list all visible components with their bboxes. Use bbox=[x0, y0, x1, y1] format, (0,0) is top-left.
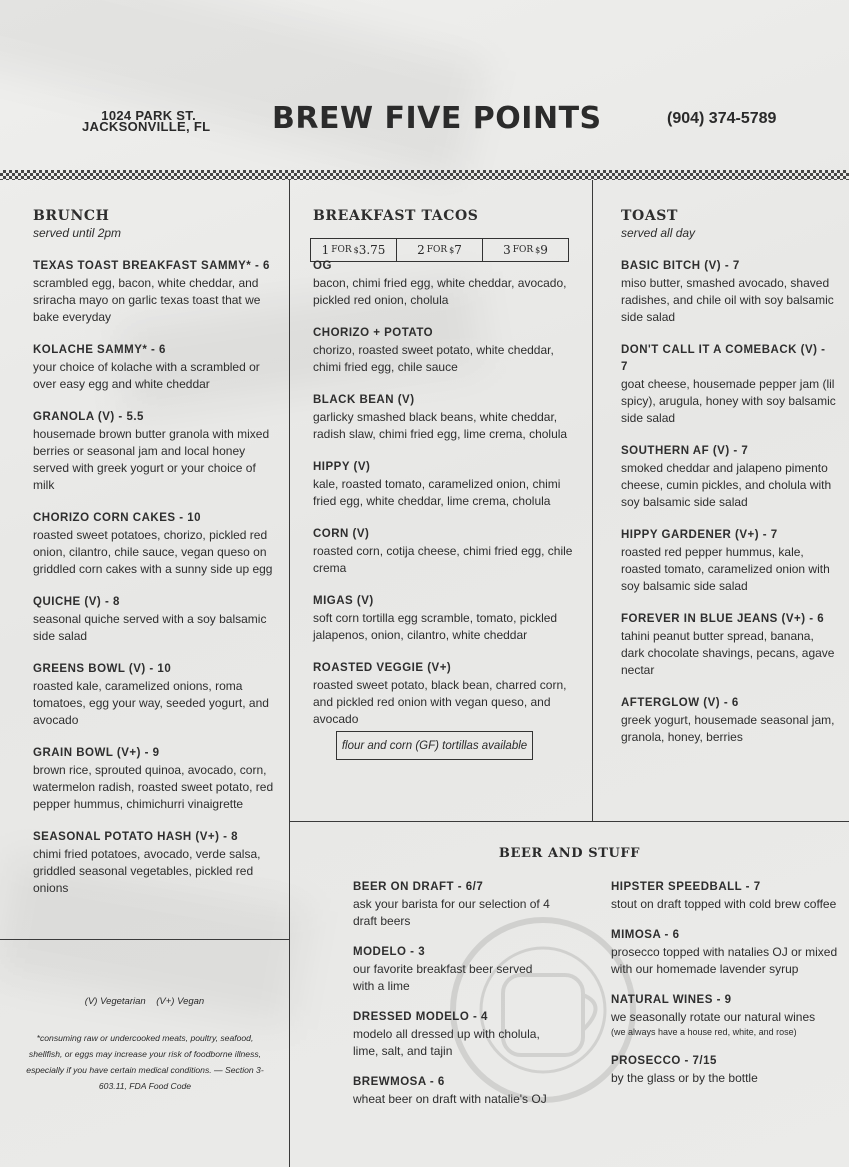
tacos-column bbox=[313, 208, 583, 225]
menu-item-name: QUICHE (V) - 8 bbox=[33, 596, 120, 608]
menu-item bbox=[313, 258, 583, 309]
menu-item-description: garlicky smashed black beans, white cheddar, radish slaw, chimi fried egg, lime crema, cholula bbox=[313, 410, 568, 441]
menu-item-name: TEXAS TOAST BREAKFAST SAMMY* - 6 bbox=[33, 260, 270, 272]
taco-for: FOR bbox=[331, 245, 352, 255]
menu-item bbox=[313, 593, 583, 644]
menu-item-description: miso butter, smashed avocado, shaved radishes, and chile oil with soy balsamic side salad bbox=[621, 276, 834, 324]
menu-item bbox=[33, 342, 278, 393]
diet-legend bbox=[0, 996, 289, 1007]
beer-right-list bbox=[611, 879, 841, 1087]
taco-qty: 1 bbox=[321, 243, 330, 257]
menu-item-description: scrambled egg, bacon, white cheddar, and sriracha mayo on garlic texas toast that we bake everyday bbox=[33, 276, 261, 324]
menu-item-name: MIGAS (V) bbox=[313, 595, 374, 607]
menu-item-description: roasted corn, cotija cheese, chimi fried egg, chile crema bbox=[313, 544, 573, 575]
menu-item-description: goat cheese, housemade pepper jam (lil spicy), arugula, honey with soy balsamic side salad bbox=[621, 377, 836, 425]
menu-item-description: prosecco topped with natalies OJ or mixed with our homemade lavender syrup bbox=[611, 945, 838, 976]
menu-item-name: KOLACHE SAMMY* - 6 bbox=[33, 344, 166, 356]
menu-item-description: roasted sweet potato, black bean, charred corn, and pickled red onion with vegan queso, and avocado bbox=[313, 678, 567, 726]
menu-item-description: wheat beer on draft with natalie's OJ bbox=[353, 1092, 547, 1106]
food-safety-notice: *consuming raw or undercooked meats, poultry, seafood, shellfish, or eggs may increase your risk of foodborne illness, especially if you have certain medical conditions. — Section 3-603.11, FDA Food Code bbox=[26, 1033, 264, 1091]
column-divider bbox=[289, 180, 290, 1167]
menu-item-name: BASIC BITCH (V) - 7 bbox=[621, 260, 740, 272]
menu-item bbox=[33, 745, 278, 813]
menu-item-description: we seasonally rotate our natural wines bbox=[611, 1010, 816, 1024]
legend-vegetarian: (V) Vegetarian bbox=[84, 996, 146, 1007]
brunch-title: BRUNCH bbox=[33, 208, 110, 224]
menu-item-description: tahini peanut butter spread, banana, dark chocolate shavings, pecans, agave nectar bbox=[621, 629, 835, 677]
tortilla-note: flour and corn (GF) tortillas available bbox=[336, 731, 533, 760]
menu-item-name: OG bbox=[313, 260, 332, 272]
row-divider bbox=[289, 821, 849, 822]
menu-item-note: (we always have a house red, white, and rose) bbox=[611, 1027, 797, 1037]
menu-item bbox=[33, 258, 278, 326]
taco-for: FOR bbox=[512, 245, 534, 255]
menu-item-name: MODELO - 3 bbox=[353, 946, 426, 958]
menu-item-description: housemade brown butter granola with mixed berries or seasonal jam and local honey served with greek yogurt or your choice of milk bbox=[33, 427, 270, 492]
menu-item-name: DON'T CALL IT A COMEBACK (V) - 7 bbox=[621, 344, 826, 373]
taco-price: 9 bbox=[540, 243, 548, 257]
brunch-column bbox=[33, 208, 278, 897]
menu-item-description: smoked cheddar and jalapeno pimento cheese, cumin pickles, and cholula with soy balsamic side salad bbox=[621, 461, 832, 509]
menu-item-name: CHORIZO CORN CAKES - 10 bbox=[33, 512, 202, 524]
menu-item-name: BEER ON DRAFT - 6/7 bbox=[353, 881, 484, 893]
address-line-1: 1024 PARK ST. bbox=[101, 108, 196, 123]
menu-item bbox=[621, 443, 836, 511]
brand-title: BREW FIVE POINTS bbox=[272, 101, 602, 136]
menu-item-name: GRANOLA (V) - 5.5 bbox=[33, 411, 144, 423]
tacos-list bbox=[313, 258, 583, 728]
beer-right-column bbox=[611, 865, 841, 1087]
menu-item bbox=[313, 392, 583, 443]
menu-item-description: kale, roasted tomato, caramelized onion, chimi fried egg, white cheddar, lime crema, cholula bbox=[313, 477, 561, 508]
menu-item-name: PROSECCO - 7/15 bbox=[611, 1055, 717, 1067]
menu-item-description: soft corn tortilla egg scramble, tomato, pickled jalapenos, onion, cilantro, white cheddar bbox=[313, 611, 558, 642]
taco-price: 3.75 bbox=[358, 243, 386, 257]
menu-item bbox=[313, 660, 583, 728]
taco-qty: 2 bbox=[417, 243, 425, 257]
menu-item-description: ask your barista for our selection of 4 draft beers bbox=[353, 897, 550, 928]
beer-left-column bbox=[353, 865, 553, 1108]
menu-item-description: roasted red pepper hummus, kale, roasted tomato, caramelized onion with soy balsamic side salad bbox=[621, 545, 830, 593]
menu-item bbox=[353, 944, 553, 995]
address bbox=[82, 108, 211, 134]
menu-item bbox=[621, 527, 836, 595]
menu-item-name: BLACK BEAN (V) bbox=[313, 394, 415, 406]
brunch-subtitle: served until 2pm bbox=[33, 226, 122, 240]
menu-item bbox=[611, 1053, 841, 1087]
menu-item-description: brown rice, sprouted quinoa, avocado, corn, watermelon radish, roasted sweet potato, red pepper hummus, chimichurri vinaigrette bbox=[33, 763, 274, 811]
menu-item bbox=[611, 927, 841, 978]
menu-item bbox=[353, 1009, 553, 1060]
menu-item-description: by the glass or by the bottle bbox=[611, 1071, 758, 1085]
menu-item-description: chimi fried potatoes, avocado, verde salsa, griddled seasonal vegetables, pickled red onions bbox=[33, 847, 261, 895]
column-divider bbox=[592, 180, 593, 821]
row-divider bbox=[0, 939, 289, 940]
menu-item bbox=[33, 594, 278, 645]
menu-item-description: stout on draft topped with cold brew coffee bbox=[611, 897, 837, 911]
menu-item bbox=[621, 342, 836, 427]
menu-item-name: HIPPY GARDENER (V+) - 7 bbox=[621, 529, 778, 541]
menu-item bbox=[313, 325, 583, 376]
menu-item-name: DRESSED MODELO - 4 bbox=[353, 1011, 488, 1023]
menu-item-name: HIPPY (V) bbox=[313, 461, 371, 473]
menu-item-description: your choice of kolache with a scrambled or over easy egg and white cheddar bbox=[33, 360, 260, 391]
menu-item-description: chorizo, roasted sweet potato, white cheddar, chimi fried egg, chile sauce bbox=[313, 343, 554, 374]
phone-number: (904) 374-5789 bbox=[667, 110, 777, 127]
menu-item bbox=[353, 879, 553, 930]
menu-item-description: greek yogurt, housemade seasonal jam, granola, honey, berries bbox=[621, 713, 835, 744]
menu-item-name: CORN (V) bbox=[313, 528, 370, 540]
beer-left-list bbox=[353, 879, 553, 1108]
menu-item-name: NATURAL WINES - 9 bbox=[611, 994, 732, 1006]
menu-item bbox=[621, 258, 836, 326]
menu-item bbox=[621, 611, 836, 679]
menu-item-description: seasonal quiche served with a soy balsamic side salad bbox=[33, 612, 267, 643]
menu-item-description: bacon, chimi fried egg, white cheddar, avocado, pickled red onion, cholula bbox=[313, 276, 567, 307]
beer-title: BEER AND STUFF bbox=[498, 846, 641, 861]
menu-item bbox=[611, 992, 841, 1039]
menu-item-name: ROASTED VEGGIE (V+) bbox=[313, 662, 452, 674]
menu-item bbox=[313, 526, 583, 577]
toast-list bbox=[621, 258, 836, 746]
menu-item-name: AFTERGLOW (V) - 6 bbox=[621, 697, 739, 709]
menu-item bbox=[33, 409, 278, 494]
menu-item-name: SEASONAL POTATO HASH (V+) - 8 bbox=[33, 831, 239, 843]
menu-item-description: roasted sweet potatoes, chorizo, pickled red onion, cilantro, chile sauce, vegan queso on griddled corn cakes with a sunny side up egg bbox=[33, 528, 273, 576]
menu-item bbox=[621, 695, 836, 746]
toast-subtitle: served all day bbox=[621, 226, 696, 240]
toast-column bbox=[621, 208, 836, 746]
menu-item-description: modelo all dressed up with cholula, lime, salt, and tajin bbox=[353, 1027, 540, 1058]
menu-item-description: roasted kale, caramelized onions, roma tomatoes, egg your way, seeded yogurt, and avocado bbox=[33, 679, 269, 727]
toast-title: TOAST bbox=[621, 208, 679, 224]
menu-item-name: GRAIN BOWL (V+) - 9 bbox=[33, 747, 160, 759]
menu-item-name: GREENS BOWL (V) - 10 bbox=[33, 663, 172, 675]
menu-item bbox=[33, 510, 278, 578]
menu-item-name: HIPSTER SPEEDBALL - 7 bbox=[611, 881, 761, 893]
menu-item-name: FOREVER IN BLUE JEANS (V+) - 6 bbox=[621, 613, 825, 625]
menu-item bbox=[33, 829, 278, 897]
legend-vegan: (V+) Vegan bbox=[156, 996, 205, 1007]
menu-item-name: BREWMOSA - 6 bbox=[353, 1076, 445, 1088]
menu-item bbox=[353, 1074, 553, 1108]
menu-item bbox=[313, 459, 583, 510]
taco-currency: $ bbox=[353, 245, 359, 255]
menu-item-name: SOUTHERN AF (V) - 7 bbox=[621, 445, 749, 457]
menu-item-name: MIMOSA - 6 bbox=[611, 929, 680, 941]
taco-for: FOR bbox=[426, 245, 448, 255]
menu-item bbox=[33, 661, 278, 729]
menu-item-name: CHORIZO + POTATO bbox=[313, 327, 434, 339]
taco-qty: 3 bbox=[503, 243, 511, 257]
brunch-list bbox=[33, 258, 278, 897]
taco-currency: $ bbox=[449, 245, 455, 255]
taco-price: 7 bbox=[454, 243, 462, 257]
tacos-items bbox=[313, 258, 583, 728]
address-line-2: JACKSONVILLE, FL bbox=[82, 119, 211, 134]
checker-divider bbox=[0, 170, 849, 180]
tacos-title: BREAKFAST TACOS bbox=[313, 208, 479, 224]
menu-item bbox=[611, 879, 841, 913]
menu-item-description: our favorite breakfast beer served with a lime bbox=[353, 962, 533, 993]
taco-currency: $ bbox=[535, 245, 541, 255]
